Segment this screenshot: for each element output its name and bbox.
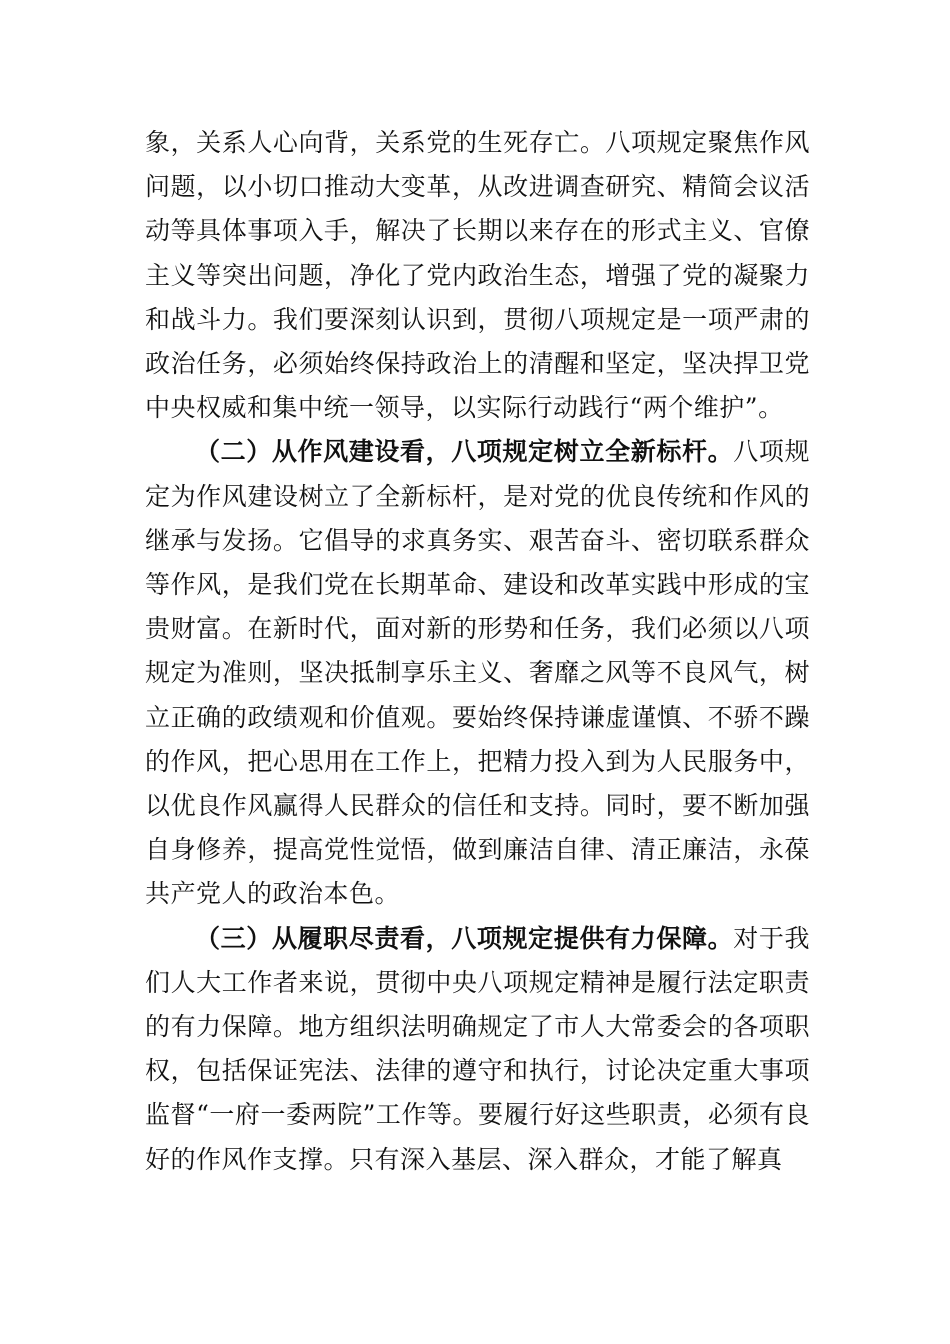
paragraph-1-text: 象，关系人心向背，关系党的生死存亡。八项规定聚焦作风问题，以小切口推动大变革，从改进调查研究、精简会议活动等具体事项入手，解决了长期以来存在的形式主义、官僚主义等突出问题，净化了党内政治生态，增强了党的凝聚力和战斗力。我们要深刻认识到，贯彻八项规定是一项严肃的政治任务，必须始终保持政治上的清醒和坚定，坚决捍卫党中央权威和集中统一领导，以实际行动践行“两个维护”。: [145, 128, 810, 423]
paragraph-2: [145, 430, 810, 916]
document-page: [145, 121, 810, 1182]
paragraph-3-heading: （三）从履职尽责看，八项规定提供有力保障。: [195, 923, 734, 953]
paragraph-3-text: 对于我们人大工作者来说，贯彻中央八项规定精神是履行法定职责的有力保障。地方组织法明确规定了市人大常委会的各项职权，包括保证宪法、法律的遵守和执行，讨论决定重大事项监督“一府一委两院”工作等。要履行好这些职责，必须有良好的作风作支撑。只有深入基层、深入群众，才能了解真: [145, 923, 810, 1174]
paragraph-2-text: 八项规定为作风建设树立了全新标杆，是对党的优良传统和作风的继承与发扬。它倡导的求真务实、艰苦奋斗、密切联系群众等作风，是我们党在长期革命、建设和改革实践中形成的宝贵财富。在新时代，面对新的形势和任务，我们必须以八项规定为准则，坚决抵制享乐主义、奢靡之风等不良风气，树立正确的政绩观和价值观。要始终保持谦虚谨慎、不骄不躁的作风，把心思用在工作上，把精力投入到为人民服务中，以优良作风赢得人民群众的信任和支持。同时，要不断加强自身修养，提高党性觉悟，做到廉洁自律、清正廉洁，永葆共产党人的政治本色。: [145, 437, 810, 909]
paragraph-1: [145, 121, 810, 430]
paragraph-3: [145, 917, 810, 1182]
paragraph-2-heading: （二）从作风建设看，八项规定树立全新标杆。: [195, 437, 734, 467]
